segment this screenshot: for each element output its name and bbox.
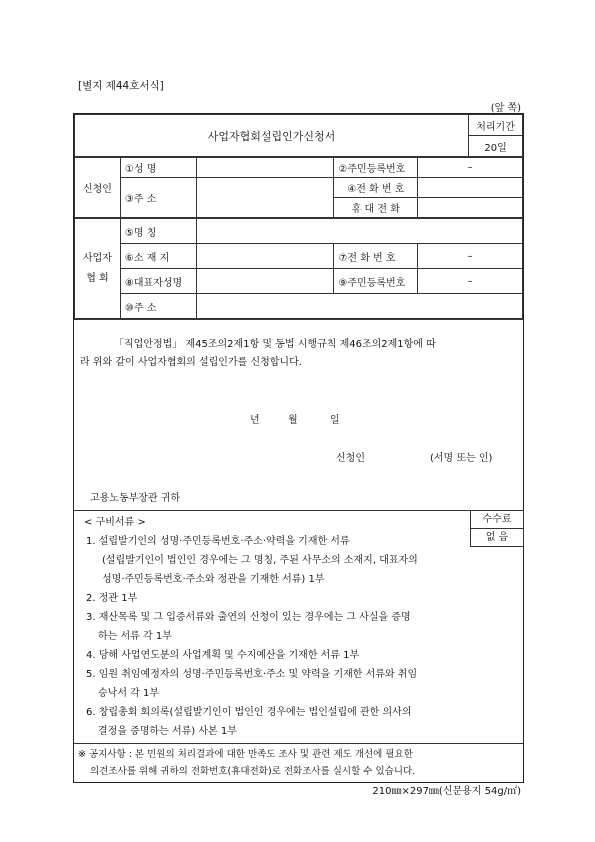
doc-item-5-cont: 승낙서 각 1부: [98, 688, 160, 699]
form-title: 사업자협회설립인가신청서: [75, 115, 469, 157]
association-address-label: ⑩주 소: [120, 294, 196, 319]
applicant-mobile-label: 휴 대 전 화: [334, 198, 418, 218]
doc-item-2: 2. 정관 1부: [86, 593, 138, 604]
applicant-rrn-field[interactable]: [418, 158, 523, 178]
application-form: [73, 113, 524, 783]
association-address-field[interactable]: [196, 294, 522, 319]
date-day: 일: [330, 415, 340, 426]
statement-line1: 「직업안정법」 제45조의2제1항 및 동법 시행규칙 제46조의2제1항에 따: [114, 339, 436, 350]
rep-name-field[interactable]: [196, 269, 334, 294]
side-label: (앞 쪽): [490, 103, 521, 114]
phone-dash: –: [467, 250, 473, 262]
recipient: 고용노동부장관 귀하: [90, 493, 181, 504]
applicant-name-field[interactable]: [196, 158, 334, 178]
applicant-mobile-field[interactable]: [418, 198, 523, 218]
doc-item-6-cont: 결정을 증명하는 서류) 사본 1부: [98, 726, 237, 737]
statement-applicant: 신청인: [336, 453, 365, 464]
rep-rrn-label: ⑨주민등록번호: [334, 269, 418, 294]
rep-rrn-dash: –: [467, 275, 473, 287]
required-documents: [74, 510, 523, 743]
doc-item-3: 3. 재산목록 및 그 입증서류와 출연의 신청이 있는 경우에는 그 사실을 증명: [86, 612, 411, 623]
doc-item-4: 4. 당해 사업연도분의 사업계획 및 수지예산을 기재한 서류 1부: [86, 650, 360, 661]
association-phone-label: ⑦전 화 번 호: [334, 244, 418, 269]
association-name-label: ⑤명 칭: [120, 219, 196, 244]
form-id: [별지 제44호서식]: [78, 80, 164, 92]
notice-line1: ※ 공지사항 : 본 민원의 처리결과에 대한 만족도 조사 및 관련 제도 개선에 필요한: [78, 749, 413, 760]
header-table: [74, 114, 523, 157]
applicant-address-label: ③주 소: [120, 178, 196, 218]
association-name-field[interactable]: [196, 219, 522, 244]
documents-header: < 구비서류 >: [84, 517, 146, 528]
fee-box: [470, 510, 524, 547]
doc-item-5: 5. 임원 취임예정자의 성명·주민등록번호·주소 및 약력을 기재한 서류와 취임: [86, 669, 418, 680]
association-phone-field[interactable]: [418, 244, 523, 269]
rep-rrn-field[interactable]: [418, 269, 523, 294]
association-section-label: [75, 219, 121, 319]
applicant-name-label: ①성 명: [120, 158, 196, 178]
applicant-phone-field[interactable]: [418, 178, 523, 198]
notice-line2: 의견조사를 위해 귀하의 전화번호(휴대전화)로 전화조사를 실시할 수 있습니다.: [90, 766, 416, 777]
processing-value: 20일: [469, 136, 523, 157]
association-table: [74, 218, 523, 319]
signature-placeholder[interactable]: (서명 또는 인): [430, 453, 493, 464]
doc-item-1: 1. 설립발기인의 성명·주민등록번호·주소·약력을 기재한 서류: [86, 536, 350, 547]
statement-line2: 라 위와 같이 사업자협회의 설립인가를 신청합니다.: [80, 357, 302, 368]
statement-section: [74, 319, 523, 504]
processing-label: 처리기간: [469, 115, 523, 136]
paper-spec: 210㎜×297㎜(신문용지 54g/㎡): [372, 786, 521, 797]
doc-item-6: 6. 창립총회 회의록(설립발기인이 법인인 경우에는 법인설립에 관한 의사의: [86, 707, 412, 718]
doc-item-1-detail-a: (설립발기인이 법인인 경우에는 그 명칭, 주된 사무소의 소재지, 대표자의: [102, 555, 418, 566]
applicant-section-label: 신청인: [75, 158, 121, 218]
doc-item-1-detail-b: 성명·주민등록번호·주소와 정관을 기재한 서류) 1부: [102, 574, 325, 585]
association-location-label: ⑥소 재 지: [120, 244, 196, 269]
date-month: 월: [288, 415, 298, 426]
fee-value: 없 음: [485, 532, 509, 543]
applicant-rrn-label: ②주민등록번호: [334, 158, 418, 178]
association-section-line2: 협 회: [86, 272, 109, 284]
rep-name-label: ⑧대표자성명: [120, 269, 196, 294]
fee-label: 수수료: [471, 511, 523, 529]
applicant-phone-label: ④전 화 번 호: [334, 178, 418, 198]
applicant-address-field[interactable]: [196, 178, 334, 218]
association-location-field[interactable]: [196, 244, 334, 269]
doc-item-3-cont: 하는 서류 각 1부: [98, 631, 172, 642]
association-section-line1: 사업자: [82, 252, 112, 264]
public-notice: [74, 743, 523, 782]
documents-list: [74, 511, 523, 743]
date-year: 년: [250, 415, 260, 426]
applicant-table: [74, 157, 523, 218]
rrn-dash: –: [467, 162, 473, 173]
